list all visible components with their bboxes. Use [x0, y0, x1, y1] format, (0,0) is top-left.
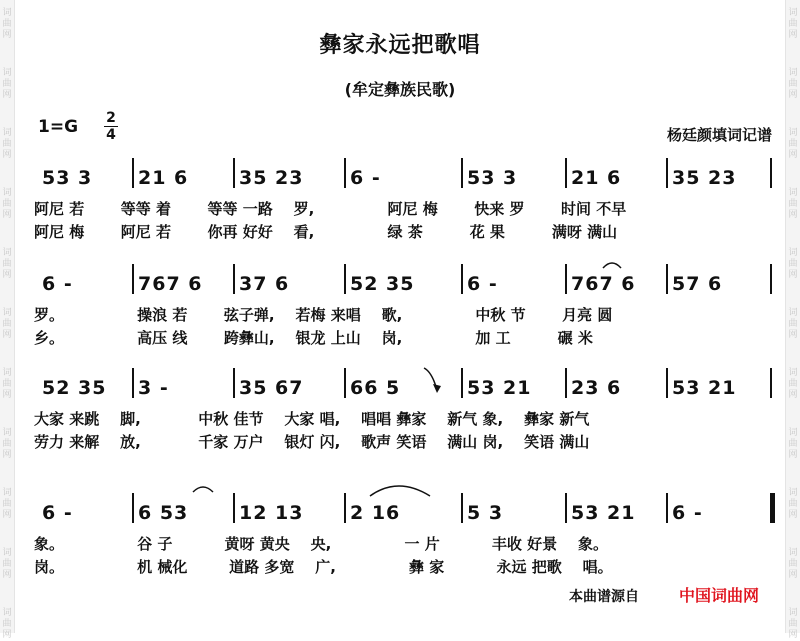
measure-notes: 6 -	[42, 502, 73, 524]
measure-notes: 52 35	[350, 273, 415, 295]
time-signature-top: 2	[106, 110, 116, 126]
measure-notes: 12 13	[239, 502, 304, 524]
watermark-text: 词 曲 网	[2, 128, 12, 160]
measure-notes: 35 23	[239, 167, 304, 189]
measure-notes: 6 -	[350, 167, 381, 189]
measure-notes: 66 5	[350, 377, 401, 399]
watermark-text: 词 曲 网	[788, 548, 798, 580]
measure-notes: 21 6	[138, 167, 189, 189]
lyric-line: 阿尼 梅 阿尼 若 你再 好好 看, 绿 茶 花 果 满呀 满山	[34, 223, 618, 241]
measure-notes: 3 -	[138, 377, 169, 399]
lyric-line: 罗。 操浪 若 弦子弹, 若梅 来唱 歌, 中秋 节 月亮 圆	[34, 306, 613, 324]
slur-arc	[370, 486, 430, 496]
measure-notes: 53 21	[672, 377, 737, 399]
lyric-line: 象。 谷 子 黄呀 黄央 央, 一 片 丰收 好景 象。	[34, 535, 609, 553]
song-title: 彝家永远把歌唱	[319, 33, 481, 58]
measure-notes: 767 6	[138, 273, 203, 295]
lyric-line: 岗。 机 械化 道路 多宽 广, 彝 家 永远 把歌 唱。	[34, 558, 613, 576]
measure-notes: 6 53	[138, 502, 189, 524]
lyricist-credit: 杨廷颜填词记谱	[666, 126, 772, 144]
measure-notes: 6 -	[467, 273, 498, 295]
measure-notes: 767 6	[571, 273, 636, 295]
song-subtitle: (牟定彝族民歌)	[344, 80, 456, 99]
watermark-text: 词 曲 网	[788, 428, 798, 460]
watermark-text: 词 曲 网	[788, 308, 798, 340]
watermark-text: 词 曲 网	[2, 368, 12, 400]
measure-notes: 23 6	[571, 377, 622, 399]
watermark-text: 词 曲 网	[2, 308, 12, 340]
measure-notes: 37 6	[239, 273, 290, 295]
watermark-text: 词 曲 网	[2, 188, 12, 220]
measure-notes: 53 21	[467, 377, 532, 399]
measure-notes: 53 21	[571, 502, 636, 524]
measure-notes: 21 6	[571, 167, 622, 189]
source-label: 本曲谱源自	[569, 589, 639, 605]
time-signature-bottom: 4	[106, 127, 116, 143]
watermark-text: 词 曲 网	[2, 548, 12, 580]
watermark-text: 词 曲 网	[2, 68, 12, 100]
measure-notes: 35 23	[672, 167, 737, 189]
site-name-link[interactable]: 中国词曲网	[679, 586, 760, 605]
fermata-mark	[193, 487, 213, 492]
watermark-text: 词 曲 网	[788, 368, 798, 400]
lyric-line: 阿尼 若 等等 着 等等 一路 罗, 阿尼 梅 快来 罗 时间 不早	[34, 200, 627, 218]
measure-notes: 5 3	[467, 502, 504, 524]
key-signature: 1=G	[38, 117, 79, 137]
watermark-text: 词 曲 网	[788, 488, 798, 520]
watermark-text: 词 曲 网	[2, 428, 12, 460]
lyric-line: 乡。 高压 线 跨彝山, 银龙 上山 岗, 加 工 碾 米	[34, 329, 593, 347]
lyric-line: 大家 来跳 脚, 中秋 佳节 大家 唱, 唱唱 彝家 新气 象, 彝家 新气	[34, 410, 590, 428]
watermark-text: 词 曲 网	[2, 488, 12, 520]
watermark-text: 词 曲 网	[2, 248, 12, 280]
slur-arrow	[433, 384, 441, 393]
measure-notes: 53 3	[42, 167, 93, 189]
watermark-text: 词 曲 网	[2, 608, 12, 640]
measure-notes: 6 -	[42, 273, 73, 295]
watermark-text: 词 曲 网	[2, 8, 12, 40]
measure-notes: 35 67	[239, 377, 304, 399]
measure-notes: 57 6	[672, 273, 723, 295]
measure-notes: 52 35	[42, 377, 107, 399]
measure-notes: 6 -	[672, 502, 703, 524]
watermark-text: 词 曲 网	[788, 248, 798, 280]
watermark-text: 词 曲 网	[788, 68, 798, 100]
measure-notes: 2 16	[350, 502, 401, 524]
watermark-text: 词 曲 网	[788, 8, 798, 40]
watermark-text: 词 曲 网	[788, 608, 798, 640]
watermark-text: 词 曲 网	[788, 128, 798, 160]
measure-notes: 53 3	[467, 167, 518, 189]
watermark-text: 词 曲 网	[788, 188, 798, 220]
lyric-line: 劳力 来解 放, 千家 万户 银灯 闪, 歌声 笑语 满山 岗, 笑语 满山	[34, 433, 590, 451]
fermata-mark	[603, 263, 621, 268]
